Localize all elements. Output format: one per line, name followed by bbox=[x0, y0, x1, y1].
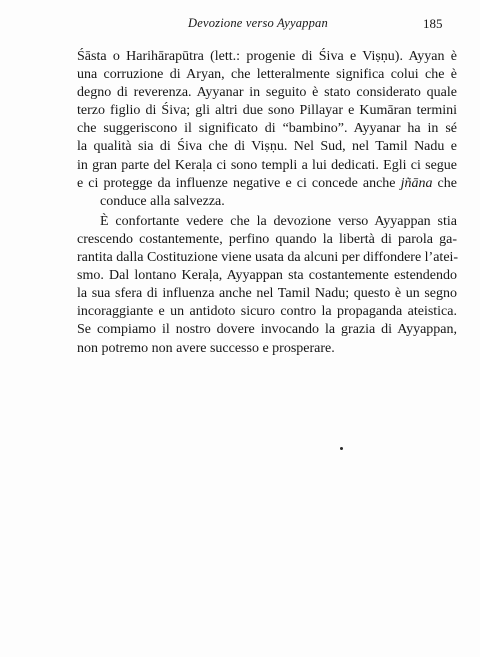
print-speck bbox=[340, 447, 343, 450]
text-line: incoraggiante e un antidoto sicuro contro la propaganda ateistica. bbox=[77, 304, 457, 320]
text-line: la sua sfera di influenza anche nel Tamil Nadu; questo è un segno bbox=[77, 286, 457, 302]
text-line: la qualità sia di Śiva che di Viṣṇu. Nel Sud, nel Tamil Nadu e bbox=[77, 139, 457, 155]
running-title: Devozione verso Ayyappan bbox=[188, 16, 328, 30]
text-line: terzo figlio di Śiva; gli altri due sono Pillayar e Kumāran termini bbox=[77, 103, 457, 119]
text-line: Śāsta o Harihārapūtra (lett.: progenie di Śiva e Viṣṇu). Ayyan è bbox=[77, 49, 457, 64]
text-line: conduce alla salvezza. bbox=[100, 193, 225, 209]
text-line: degno di reverenza. Ayyanar in seguito è stato considerato quale bbox=[77, 85, 457, 101]
text-line: smo. Dal lontano Keraḷa, Ayyappan sta costantemente estendendo bbox=[77, 268, 457, 284]
text-line: in gran parte del Keraḷa ci sono templi a lui dedicati. Egli ci segue bbox=[77, 157, 457, 173]
text-line: rantita dalla Costituzione viene usata da alcuni per diffondere l’atei- bbox=[77, 250, 459, 266]
text-line: che suggeriscono il significato di “bambino”. Ayyanar ha in sé bbox=[77, 121, 457, 137]
text-line: Se compiamo il nostro dovere invocando la grazia di Ayyappan, bbox=[77, 322, 457, 338]
body-text bbox=[77, 48, 457, 358]
text-line: È confortante vedere che la devozione verso Ayyappan stia bbox=[100, 213, 457, 229]
text-line: una corruzione di Aryan, che letteralmente significa colui che è bbox=[77, 67, 457, 83]
running-header bbox=[0, 16, 480, 36]
text-line: crescendo costantemente, perfino quando la libertà di parola ga- bbox=[77, 231, 457, 247]
text-line: e ci protegge da influenze negative e ci concede anche jñāna che bbox=[77, 175, 457, 191]
italic-term: jñāna bbox=[400, 175, 433, 191]
text-line: non potremo non avere successo e prosperare. bbox=[77, 340, 335, 356]
page-number: 185 bbox=[423, 16, 443, 31]
